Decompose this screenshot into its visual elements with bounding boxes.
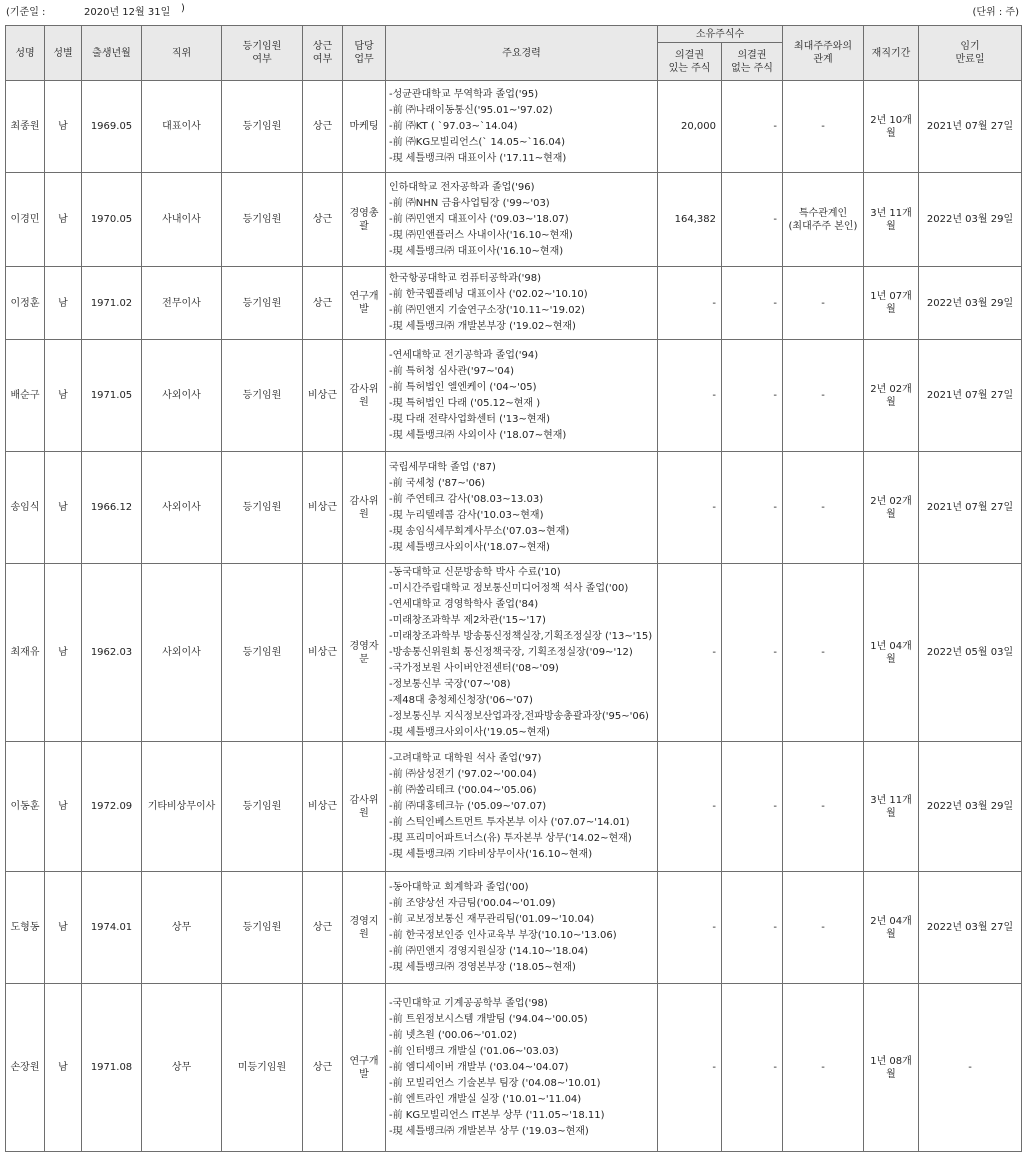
career-line: -前 ㈜KT ( `97.03~`14.04): [389, 120, 518, 132]
career-line: -미래창조과학부 제2차관('15~'17): [389, 614, 546, 626]
cell-registered: 등기임원: [222, 872, 303, 984]
col-header-term-end: 임기 만료일: [919, 26, 1022, 81]
cell-duty: 경영총괄: [343, 173, 386, 267]
career-line: -現 세틀뱅크㈜ 개발본부 상무 ('19.03~현재): [389, 1125, 589, 1137]
cell-nonvoting-shares: -: [722, 872, 783, 984]
cell-position: 사내이사: [142, 173, 222, 267]
career-line: 한국항공대학교 컴퓨터공학과('98): [389, 273, 542, 284]
cell-birth: 1974.01: [82, 872, 142, 984]
cell-fulltime: 상근: [303, 872, 343, 984]
cell-nonvoting-shares: -: [722, 81, 783, 173]
table-row: [6, 81, 1022, 173]
cell-career: [386, 340, 658, 452]
cell-duty: 감사위원: [343, 452, 386, 564]
cell-career: [386, 173, 658, 267]
cell-voting-shares: -: [658, 267, 722, 340]
cell-gender: 남: [45, 267, 82, 340]
cell-registered: 등기임원: [222, 564, 303, 742]
cell-tenure: 1년 08개월: [864, 984, 919, 1152]
cell-registered: 등기임원: [222, 340, 303, 452]
cell-registered: 등기임원: [222, 452, 303, 564]
career-line: 인하대학교 전자공학과 졸업('96): [389, 181, 535, 193]
career-line: -前 ㈜민앤지 경영지원실장 ('14.10~'18.04): [389, 945, 589, 957]
career-line: -現 세틀뱅크사외이사('19.05~현재): [389, 726, 550, 738]
career-line: -고려대학교 대학원 석사 졸업('97): [389, 752, 542, 764]
career-line: -現 세틀뱅크㈜ 기타비상무이사('16.10~현재): [389, 848, 593, 860]
career-line: -前 ㈜삼성전기 ('97.02~'00.04): [389, 768, 537, 780]
cell-voting-shares: -: [658, 984, 722, 1152]
cell-position: 사외이사: [142, 340, 222, 452]
cell-birth: 1972.09: [82, 742, 142, 872]
cell-fulltime: 상근: [303, 267, 343, 340]
table-row: [6, 564, 1022, 742]
cell-relation: [783, 564, 864, 742]
cell-tenure: 2년 02개월: [864, 452, 919, 564]
cell-gender: 남: [45, 984, 82, 1152]
col-header-registered: 등기임원 여부: [222, 26, 303, 81]
cell-relation: [783, 340, 864, 452]
career-line: -前 ㈜대홍테크뉴 ('05.09~'07.07): [389, 800, 547, 812]
career-line: -前 조양상선 자금팀('00.04~'01.09): [389, 897, 556, 909]
basis-date-close: ): [181, 3, 185, 14]
cell-term-end: 2021년 07월 27일: [919, 81, 1022, 173]
cell-relation: [783, 267, 864, 340]
cell-career: [386, 742, 658, 872]
col-header-nonvoting-shares: 의결권 없는 주식: [722, 43, 783, 81]
cell-registered: 미등기임원: [222, 984, 303, 1152]
cell-position: 상무: [142, 872, 222, 984]
career-line: -現 세틀뱅크사외이사('18.07~현재): [389, 541, 550, 553]
relation-line: -: [821, 801, 825, 812]
col-header-fulltime: 상근 여부: [303, 26, 343, 81]
career-line: -現 세틀뱅크㈜ 경영본부장 ('18.05~현재): [389, 961, 576, 973]
cell-name: 이정훈: [6, 267, 45, 340]
unit-label: (단위 : 주): [972, 7, 1019, 18]
cell-gender: 남: [45, 452, 82, 564]
cell-birth: 1971.08: [82, 984, 142, 1152]
relation-line: -: [821, 1062, 825, 1073]
cell-career: [386, 81, 658, 173]
career-line: -前 엠디세이버 개발부 ('03.04~'04.07): [389, 1061, 569, 1073]
career-line: -前 특허청 심사관('97~'04): [389, 365, 515, 377]
cell-term-end: 2022년 05월 03일: [919, 564, 1022, 742]
cell-position: 상무: [142, 984, 222, 1152]
cell-voting-shares: 164,382: [658, 173, 722, 267]
career-line: -미시간주립대학교 정보통신미디어정책 석사 졸업('00): [389, 582, 629, 594]
career-line: -前 한국웹플레닝 대표이사 ('02.02~'10.10): [389, 289, 588, 300]
cell-tenure: 2년 02개월: [864, 340, 919, 452]
cell-relation: [783, 173, 864, 267]
cell-fulltime: 상근: [303, 81, 343, 173]
career-line: -前 한국정보인증 인사교육부 부장('10.10~'13.06): [389, 929, 617, 941]
executives-table: [5, 25, 1022, 1152]
cell-position: 사외이사: [142, 452, 222, 564]
cell-fulltime: 비상근: [303, 452, 343, 564]
cell-birth: 1971.02: [82, 267, 142, 340]
cell-nonvoting-shares: -: [722, 267, 783, 340]
career-line: -前 ㈜NHN 금융사업팀장 ('99~'03): [389, 197, 550, 209]
career-line: -前 교보정보통신 재무관리팀('01.09~'10.04): [389, 913, 595, 925]
career-line: -現 송임식세무회계사무소('07.03~현재): [389, 525, 570, 537]
col-header-career: 주요경력: [386, 26, 658, 81]
cell-career: [386, 267, 658, 340]
cell-term-end: -: [919, 984, 1022, 1152]
cell-nonvoting-shares: -: [722, 742, 783, 872]
cell-duty: 감사위원: [343, 742, 386, 872]
cell-registered: 등기임원: [222, 81, 303, 173]
cell-relation: [783, 872, 864, 984]
cell-term-end: 2022년 03월 29일: [919, 173, 1022, 267]
cell-relation: [783, 984, 864, 1152]
cell-term-end: 2022년 03월 29일: [919, 267, 1022, 340]
career-line: -前 주연테크 감사('08.03~13.03): [389, 493, 544, 505]
cell-fulltime: 비상근: [303, 742, 343, 872]
career-line: -前 스틱인베스트먼트 투자본부 이사 ('07.07~'14.01): [389, 816, 630, 828]
career-line: -前 KG모빌리언스 IT본부 상무 ('11.05~'18.11): [389, 1109, 605, 1121]
col-header-position: 직위: [142, 26, 222, 81]
cell-term-end: 2021년 07월 27일: [919, 452, 1022, 564]
cell-name: 이동훈: [6, 742, 45, 872]
col-header-name: 성명: [6, 26, 45, 81]
cell-gender: 남: [45, 340, 82, 452]
cell-name: 송임식: [6, 452, 45, 564]
cell-name: 도형동: [6, 872, 45, 984]
cell-nonvoting-shares: -: [722, 340, 783, 452]
career-line: -現 특허법인 다래 ('05.12~현재 ): [389, 397, 541, 409]
career-line: -前 인터뱅크 개발실 ('01.06~'03.03): [389, 1045, 559, 1057]
career-line: -미래창조과학부 방송통신정책실장,기획조정실장 ('13~'15): [389, 630, 653, 642]
career-line: -現 세틀뱅크㈜ 개발본부장 ('19.02~현재): [389, 321, 576, 332]
cell-gender: 남: [45, 742, 82, 872]
col-header-duty: 담당 업무: [343, 26, 386, 81]
career-line: -現 누리텔레콤 감사('10.03~현재): [389, 509, 544, 521]
cell-birth: 1970.05: [82, 173, 142, 267]
cell-tenure: 2년 10개월: [864, 81, 919, 173]
career-line: -국가정보원 사이버안전센터('08~'09): [389, 662, 559, 674]
career-line: -前 ㈜KG모빌리언스(` 14.05~`16.04): [389, 136, 566, 148]
cell-fulltime: 비상근: [303, 564, 343, 742]
career-line: 국립세무대학 졸업 ('87): [389, 461, 496, 473]
cell-birth: 1969.05: [82, 81, 142, 173]
relation-line: 특수관계인: [798, 207, 848, 219]
cell-name: 배순구: [6, 340, 45, 452]
career-line: -국민대학교 기계공공학부 졸업('98): [389, 997, 548, 1009]
cell-gender: 남: [45, 173, 82, 267]
cell-duty: 마케팅: [343, 81, 386, 173]
cell-position: 대표이사: [142, 81, 222, 173]
col-header-relation: 최대주주와의 관계: [783, 26, 864, 81]
cell-position: 전무이사: [142, 267, 222, 340]
cell-voting-shares: -: [658, 340, 722, 452]
cell-duty: 경영지원: [343, 872, 386, 984]
cell-gender: 남: [45, 81, 82, 173]
cell-duty: 연구개발: [343, 984, 386, 1152]
career-line: -前 트윈정보시스템 개발팀 ('94.04~'00.05): [389, 1013, 588, 1025]
career-line: -동국대학교 신문방송학 박사 수료('10): [389, 566, 561, 578]
career-line: -現 세틀뱅크㈜ 대표이사 ('17.11~현재): [389, 152, 567, 164]
cell-registered: 등기임원: [222, 267, 303, 340]
cell-voting-shares: -: [658, 742, 722, 872]
cell-registered: 등기임원: [222, 742, 303, 872]
career-line: -前 국세청 ('87~'06): [389, 477, 486, 489]
cell-tenure: 1년 07개월: [864, 267, 919, 340]
basis-date-label: (기준일 :: [6, 7, 46, 18]
cell-career: [386, 872, 658, 984]
relation-line: -: [821, 922, 825, 933]
career-line: -現 세틀뱅크㈜ 대표이사('16.10~현재): [389, 245, 564, 257]
cell-duty: 감사위원: [343, 340, 386, 452]
cell-term-end: 2022년 03월 29일: [919, 742, 1022, 872]
career-line: -정보통신부 지식정보산업과장,전파방송총괄과장('95~'06): [389, 710, 649, 722]
basis-date-value: 2020년 12월 31일: [84, 7, 171, 18]
cell-name: 손장원: [6, 984, 45, 1152]
career-line: -前 넷츠원 ('00.06~'01.02): [389, 1029, 517, 1041]
relation-line: -: [821, 502, 825, 513]
table-row: [6, 872, 1022, 984]
cell-fulltime: 상근: [303, 984, 343, 1152]
cell-nonvoting-shares: -: [722, 984, 783, 1152]
cell-term-end: 2021년 07월 27일: [919, 340, 1022, 452]
cell-term-end: 2022년 03월 27일: [919, 872, 1022, 984]
col-header-shares: 소유주식수: [658, 26, 783, 43]
career-line: -방송통신위원회 통신정책국장, 기획조정실장('09~'12): [389, 646, 633, 658]
relation-line: -: [821, 121, 825, 132]
career-line: -정보통신부 국장('07~'08): [389, 678, 511, 690]
cell-gender: 남: [45, 564, 82, 742]
cell-relation: [783, 742, 864, 872]
col-header-voting-shares: 의결권 있는 주식: [658, 43, 722, 81]
relation-line: -: [821, 390, 825, 401]
cell-birth: 1971.05: [82, 340, 142, 452]
career-line: -연세대학교 경영학학사 졸업('84): [389, 598, 539, 610]
cell-tenure: 3년 11개월: [864, 173, 919, 267]
cell-career: [386, 564, 658, 742]
table-row: [6, 452, 1022, 564]
cell-tenure: 3년 11개월: [864, 742, 919, 872]
cell-nonvoting-shares: -: [722, 173, 783, 267]
col-header-birth: 출생년월: [82, 26, 142, 81]
cell-voting-shares: -: [658, 452, 722, 564]
cell-relation: [783, 81, 864, 173]
cell-birth: 1962.03: [82, 564, 142, 742]
cell-voting-shares: -: [658, 564, 722, 742]
cell-position: 사외이사: [142, 564, 222, 742]
cell-nonvoting-shares: -: [722, 452, 783, 564]
relation-line: (최대주주 본인): [788, 220, 858, 232]
cell-fulltime: 상근: [303, 173, 343, 267]
career-line: -연세대학교 전기공학과 졸업('94): [389, 349, 539, 361]
cell-tenure: 1년 04개월: [864, 564, 919, 742]
col-header-tenure: 재직기간: [864, 26, 919, 81]
career-line: -現 프리미어파트너스(유) 투자본부 상무('14.02~현재): [389, 832, 632, 844]
table-row: [6, 173, 1022, 267]
table-row: [6, 742, 1022, 872]
career-line: -前 모빌리언스 기술본부 팀장 ('04.08~'10.01): [389, 1077, 601, 1089]
career-line: -前 특허법인 엘엔케이 ('04~'05): [389, 381, 537, 393]
cell-voting-shares: -: [658, 872, 722, 984]
career-line: -제48대 충청체신청장('06~'07): [389, 694, 533, 706]
cell-position: 기타비상무이사: [142, 742, 222, 872]
career-line: -前 ㈜나래이동통신('95.01~'97.02): [389, 104, 553, 116]
cell-career: [386, 984, 658, 1152]
career-line: -동아대학교 회계학과 졸업('00): [389, 881, 529, 893]
cell-name: 이경민: [6, 173, 45, 267]
cell-nonvoting-shares: -: [722, 564, 783, 742]
cell-registered: 등기임원: [222, 173, 303, 267]
cell-tenure: 2년 04개월: [864, 872, 919, 984]
table-row: [6, 340, 1022, 452]
cell-duty: 경영자문: [343, 564, 386, 742]
relation-line: -: [821, 297, 825, 309]
cell-voting-shares: 20,000: [658, 81, 722, 173]
career-line: -前 ㈜쏠리테크 ('00.04~'05.06): [389, 784, 537, 796]
career-line: -前 ㈜민앤지 대표이사 ('09.03~'18.07): [389, 213, 569, 225]
col-header-gender: 성별: [45, 26, 82, 81]
cell-career: [386, 452, 658, 564]
table-row: [6, 267, 1022, 340]
career-line: -現 다래 전략사업화센터 ('13~현재): [389, 413, 551, 425]
cell-name: 최재유: [6, 564, 45, 742]
relation-line: -: [821, 647, 825, 658]
career-line: -前 엔트라인 개발실 실장 ('10.01~'11.04): [389, 1093, 582, 1105]
career-line: -성균관대학교 무역학과 졸업('95): [389, 88, 539, 100]
career-line: -現 ㈜민앤플러스 사내이사('16.10~현재): [389, 229, 573, 241]
cell-gender: 남: [45, 872, 82, 984]
cell-name: 최종원: [6, 81, 45, 173]
cell-duty: 연구개발: [343, 267, 386, 340]
table-row: [6, 984, 1022, 1152]
cell-birth: 1966.12: [82, 452, 142, 564]
cell-fulltime: 비상근: [303, 340, 343, 452]
cell-relation: [783, 452, 864, 564]
career-line: -現 세틀뱅크㈜ 사외이사 ('18.07~현재): [389, 429, 567, 441]
career-line: -前 ㈜민앤지 기술연구소장('10.11~'19.02): [389, 305, 585, 316]
report-header: [0, 0, 1029, 22]
